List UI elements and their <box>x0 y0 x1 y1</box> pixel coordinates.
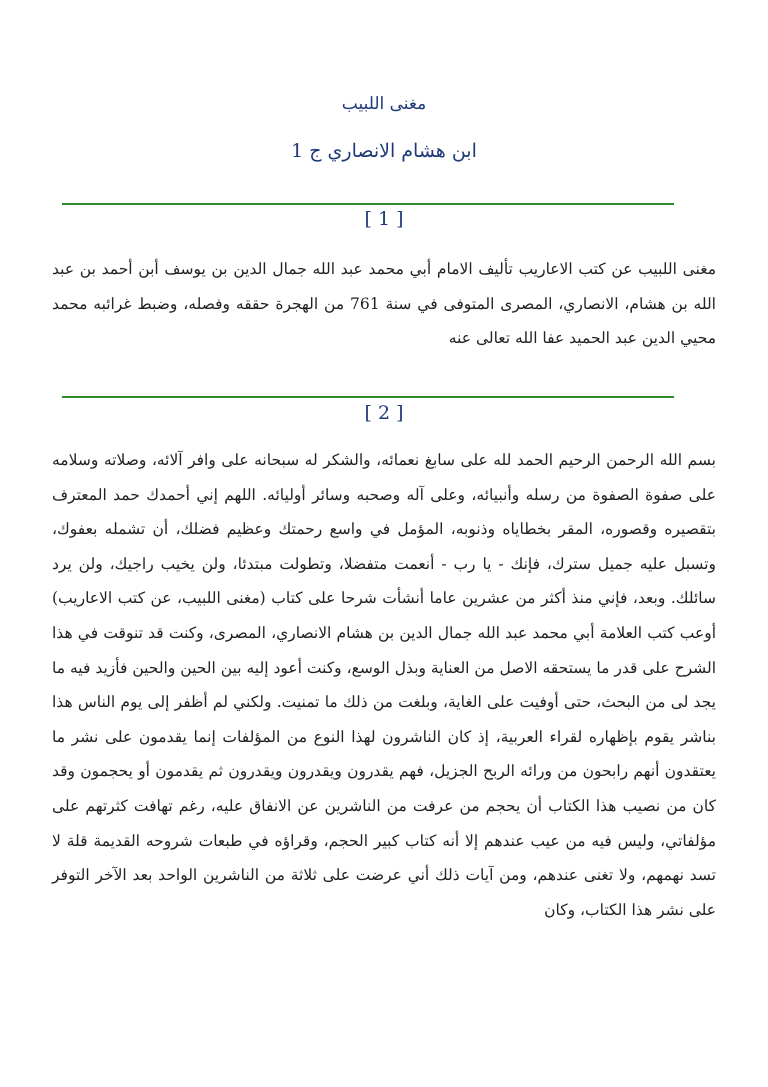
section-number: [ 1 ] <box>364 208 404 230</box>
book-subtitle: ابن هشام الانصاري ج 1 <box>291 140 477 162</box>
book-title: مغنى اللبيب <box>341 94 427 114</box>
section-paragraph: مغنى اللبيب عن كتب الاعاريب تأليف الامام أبي محمد عبد الله جمال الدين بن يوسف أبن أحمد بن عبد الله بن هشام، الانصاري، المصرى المتوفى في سنة 761 من الهجرة حققه وفصله، وضبط غرائبه محمد محيي الدين عبد الحميد عفا الله تعالى عنه <box>52 260 716 348</box>
section-paragraph: بسم الله الرحمن الرحيم الحمد لله على سابغ نعمائه، والشكر له سبحانه على وافر آلائه، وصلاته وسلامه على صفوة الصفوة من رسله وأنبيائه، وعلى آله وصحبه وسائر أوليائه. اللهم إني أحمدك حمد المعترف بتقصيره وقصوره، المقر بخطاياه وذنوبه، المؤمل في واسع رحمتك وعظيم فضلك، أن تشمله بعفوك، وتسبل عليه جميل سترك، فإنك - يا رب - أنعمت متفضلا، وتطولت مبتدئا، ولن يخيب راجيك، ولن يرد سائلك. وبعد، فإني منذ أكثر من عشرين عاما أنشأت شرحا على كتاب (مغنى اللبيب، عن كتب الاعاريب) أوعب كتب العلامة أبي محمد عبد الله جمال الدين بن هشام الانصاري، المصرى، وكنت قد تنوقت في هذا الشرح على قدر ما يستحقه الاصل من العناية وبذل الوسع، وكنت أعود إليه بين الحين والحين فأزيد فيه ما يجد لى من البحث، حتى أوفيت على الغاية، وبلغت من ذلك ما تمنيت. ولكني لم أظفر إلى يوم الناس هذا بناشر يقوم بإظهاره لقراء العربية، إذ كان الناشرون لهذا النوع من المؤلفات إنما يقدمون على نشر ما يعتقدون أنهم رابحون من ورائه الربح الجزيل، فهم يقدرون ويقدرون ويقدرون ثم يقدمون أو يحجمون وقد كان من نصيب هذا الكتاب أن يحجم من عرفت من الناشرين عن الانفاق عليه، رغم تهافت كثرتهم على مؤلفاتي، وليس فيه من عيب عندهم إلا أنه كتاب كبير الحجم، وقراؤه في طبعات شروحه القديمة قلة لا تسد نهمهم، ولا تغنى عندهم، ومن آيات ذلك أني عرضت على ثلاثة من الناشرين الواحد بعد الآخر التوفر على نشر هذا الكتاب، وكان <box>52 451 716 919</box>
section-divider <box>62 396 674 398</box>
section-number: [ 2 ] <box>364 402 404 424</box>
section-divider <box>62 203 674 205</box>
